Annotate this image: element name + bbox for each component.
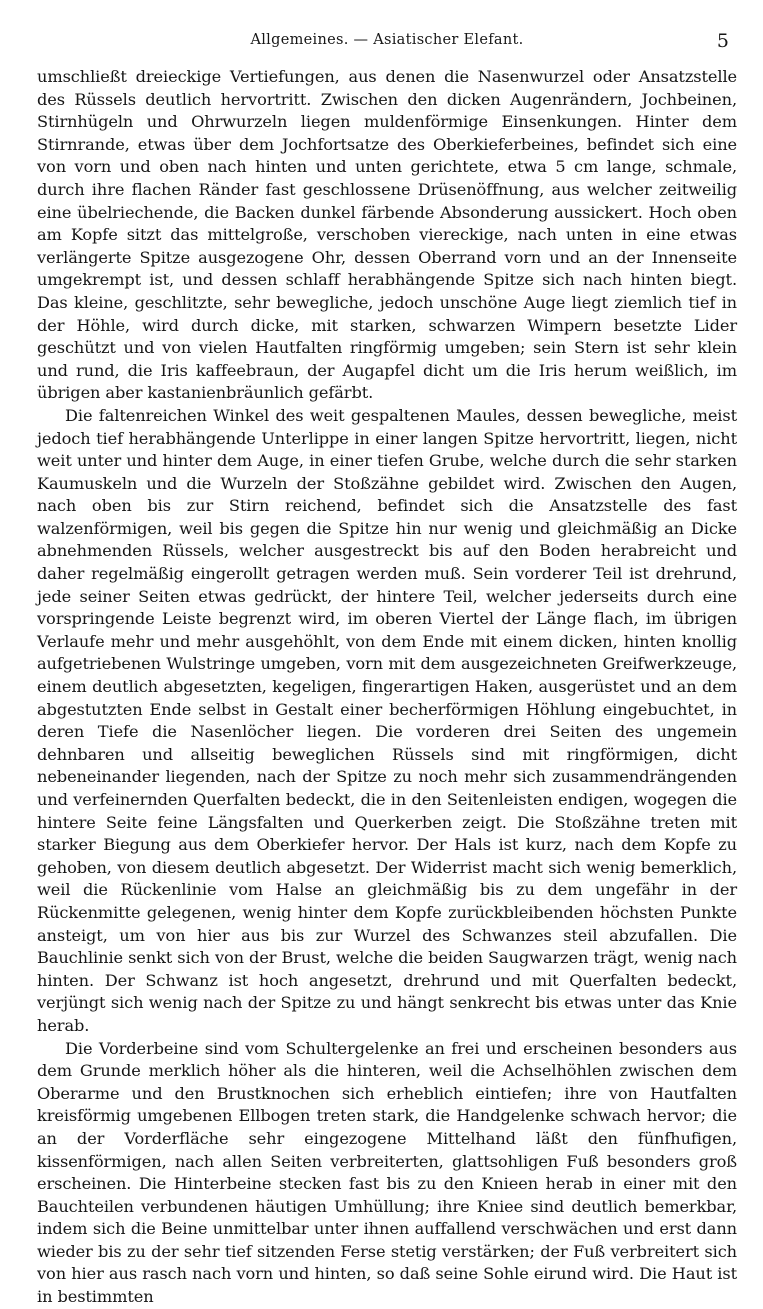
- running-head: [37, 30, 737, 56]
- running-title: Allgemeines. — Asiatischer Elefant.: [250, 32, 524, 48]
- body-text: [37, 66, 737, 1309]
- paragraph-2: Die faltenreichen Winkel des weit gespaltenen Maules, dessen bewegliche, meist jedoch tief herabhängende Unterlippe in einer langen Spitze hervortritt, liegen, nicht weit unter und hinter dem Auge, in einer tiefen Grube, welche durch die sehr starken Kaumuskeln und die Wurzeln der Stoßzähne gebildet wird. Zwischen den Augen, nach oben bis zur Stirn reichend, befindet sich die Ansatzstelle des fast walzenförmigen, weil bis gegen die Spitze hin nur wenig und gleichmäßig an Dicke abnehmenden Rüssels, welcher ausgestreckt bis auf den Boden herabreicht und daher regelmäßig eingerollt getragen werden muß. Sein vorderer Teil ist drehrund, jede seiner Seiten etwas gedrückt, der hintere Teil, welcher jederseits durch eine vorspringende Leiste begrenzt wird, im oberen Viertel der Länge flach, im übrigen Verlaufe mehr und mehr ausgehöhlt, von dem Ende mit einem dicken, hinten knollig aufgetriebenen Wulstringe umgeben, vorn mit dem ausgezeichneten Greifwerkzeuge, einem deutlich abgesetzten, kegeligen, fingerartigen Haken, ausgerüstet und an dem abgestutzten Ende selbst in Gestalt einer becherförmigen Höhlung eingebuchtet, in deren Tiefe die Nasenlöcher liegen. Die vorderen drei Seiten des ungemein dehnbaren und allseitig beweglichen Rüssels sind mit ringförmigen, dicht nebeneinander liegenden, nach der Spitze zu noch mehr sich zusammendrängenden und verfeinernden Querfalten bedeckt, die in den Seitenleisten endigen, wogegen die hintere Seite feine Längsfalten und Querkerben zeigt. Die Stoßzähne treten mit starker Biegung aus dem Oberkiefer hervor. Der Hals ist kurz, nach dem Kopfe zu gehoben, von diesem deutlich abgesetzt. Der Widerrist macht sich wenig bemerklich, weil die Rückenlinie vom Halse an gleichmäßig bis zu dem ungefähr in der Rückenmitte gelegenen, wenig hinter dem Kopfe zurückbleibenden höchsten Punkte ansteigt, um von hier aus bis zur Wurzel des Schwanzes steil abzufallen. Die Bauchlinie senkt sich von der Brust, welche die beiden Saugwarzen trägt, wenig nach hinten. Der Schwanz ist hoch angesetzt, drehrund und mit Querfalten bedeckt, verjüngt sich wenig nach der Spitze zu und hängt senkrecht bis etwas unter das Knie herab.: [37, 405, 737, 1035]
- page-number: 5: [716, 30, 729, 52]
- paragraph-3: Die Vorderbeine sind vom Schultergelenke an frei und erscheinen besonders aus dem Grunde merklich höher als die hinteren, weil die Achselhöhlen zwischen dem Oberarme und den Brustknochen sich erheblich eintiefen; ihre von Hautfalten kreisförmig umgebenen Ellbogen treten stark, die Handgelenke schwach hervor; die an der Vorderfläche sehr eingezogene Mittelhand läßt den fünfhufigen, kissenförmigen, nach allen Seiten verbreiterten, glattsohligen Fuß besonders groß erscheinen. Die Hinterbeine stecken fast bis zu den Knieen herab in einer mit den Bauchteilen verbundenen häutigen Umhüllung; ihre Kniee sind deutlich bemerkbar, indem sich die Beine unmittelbar unter ihnen auffallend verschwächen und erst dann wieder bis zu der sehr tief sitzenden Ferse stetig verstärken; der Fuß verbreitert sich von hier aus rasch nach vorn und hinten, so daß seine Sohle eirund wird. Die Haut ist in bestimmten: [37, 1038, 737, 1307]
- paragraph-1: umschließt dreieckige Vertiefungen, aus denen die Nasenwurzel oder Ansatzstelle des Rüssels deutlich hervortritt. Zwischen den dicken Augenrändern, Jochbeinen, Stirnhügeln und Ohrwurzeln liegen muldenförmige Einsenkungen. Hinter dem Stirnrande, etwas über dem Jochfortsatze des Oberkieferbeines, befindet sich eine von vorn und oben nach hinten und unten gerichtete, etwa 5 cm lange, schmale, durch ihre flachen Ränder fast geschlossene Drüsenöffnung, aus welcher zeitweilig eine übelriechende, die Backen dunkel färbende Absonderung aussickert. Hoch oben am Kopfe sitzt das mittelgroße, verschoben viereckige, nach unten in eine etwas verlängerte Spitze ausgezogene Ohr, dessen Oberrand vorn und an der Innenseite umgekrempt ist, und dessen schlaff herabhängende Spitze sich nach hinten biegt. Das kleine, geschlitzte, sehr bewegliche, jedoch unschöne Auge liegt ziemlich tief in der Höhle, wird durch dicke, mit starken, schwarzen Wimpern besetzte Lider geschützt und von vielen Hautfalten ringförmig umgeben; sein Stern ist sehr klein und rund, die Iris kaffeebraun, der Augapfel dicht um die Iris herum weißlich, im übrigen aber kastanienbräunlich gefärbt.: [37, 67, 737, 403]
